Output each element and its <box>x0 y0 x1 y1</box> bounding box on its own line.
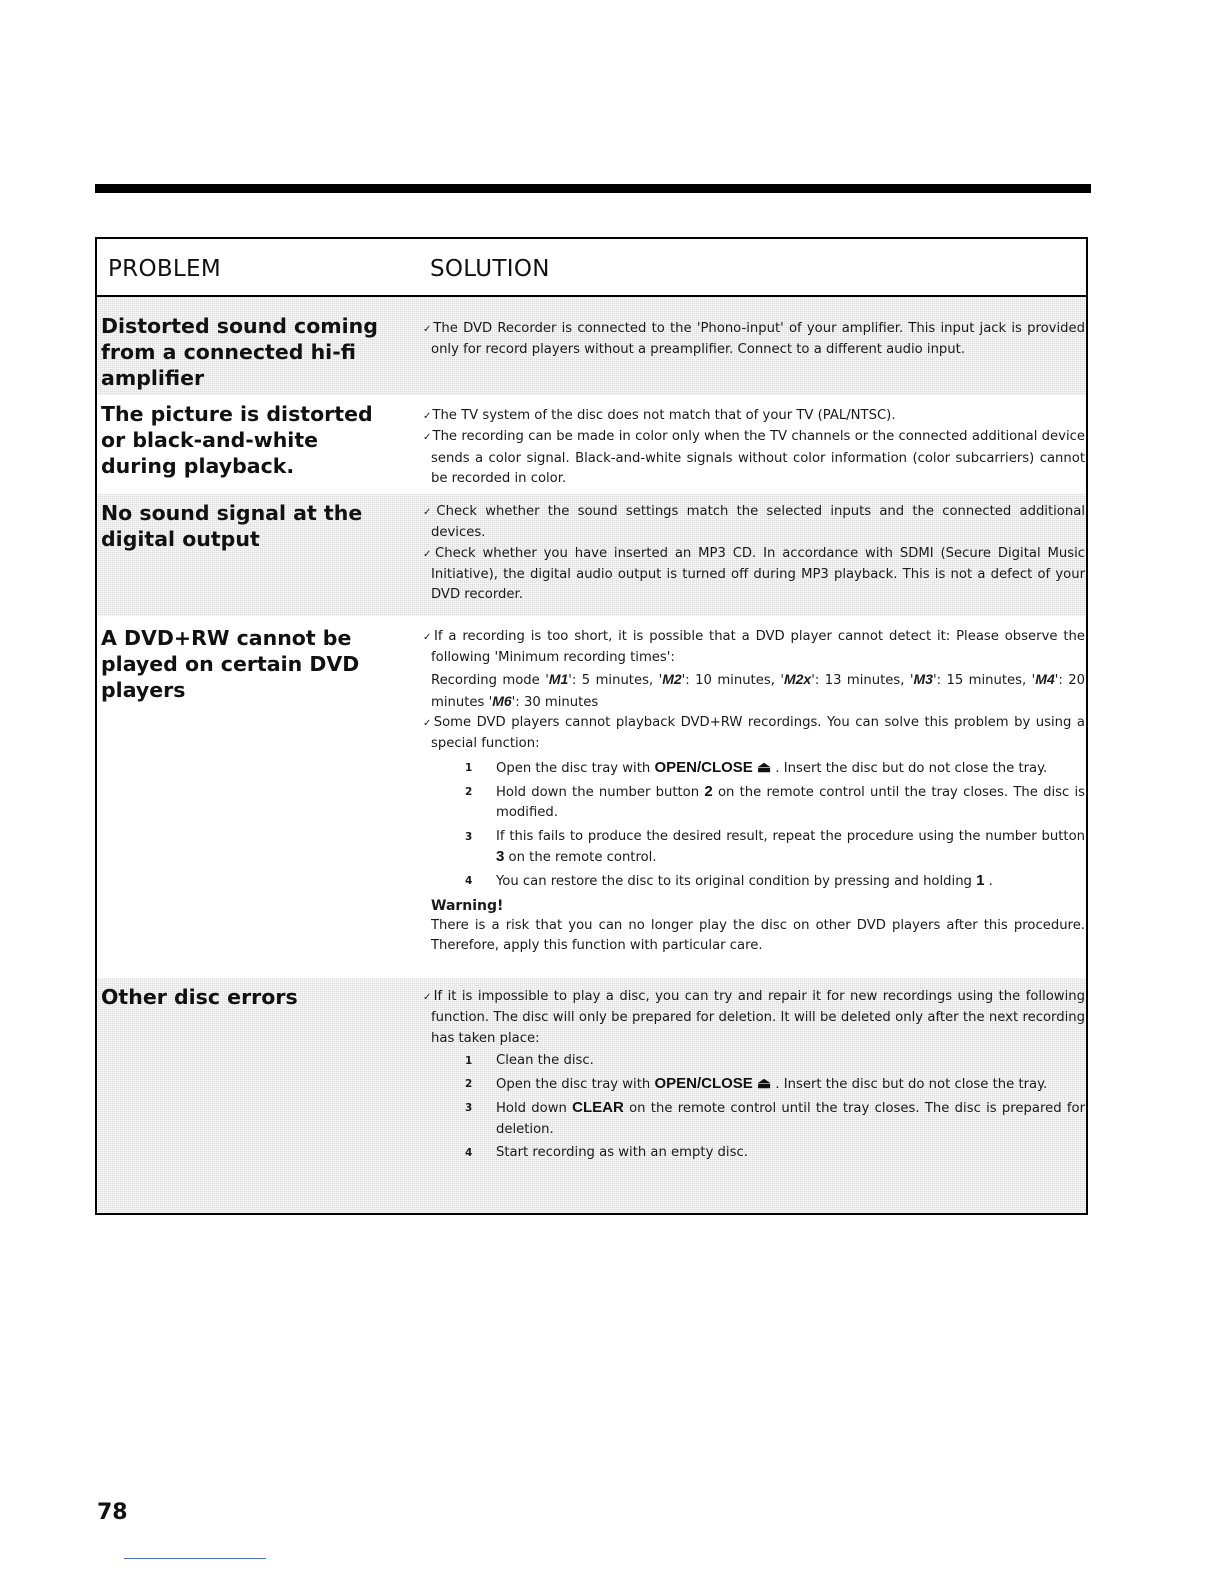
step-list <box>423 1051 1085 1163</box>
problem-column-header: PROBLEM <box>108 256 222 282</box>
key-label: 3 <box>496 847 505 865</box>
solution-text <box>423 406 1085 489</box>
step-text: on the remote control until the tray closes. The disc is modified. <box>496 785 1085 821</box>
step-text: Open the disc tray with <box>496 760 651 776</box>
mode-time: 13 minutes, <box>824 672 905 688</box>
mode-time: 15 minutes, <box>946 672 1027 688</box>
solution-text <box>423 502 1085 605</box>
solution-item: ✓ Check whether you have inserted an MP3 CD. In accordance with SDMI (Secure Digital Music Initiative), the digital audio output is turned off during MP3 playback. This is not a defect of your DVD recorder. <box>423 544 1085 606</box>
table-row <box>97 494 1086 616</box>
step-number: 4 <box>465 1147 473 1160</box>
step-text: on the remote control until the tray closes. The disc is prepared for deletion. <box>496 1101 1085 1137</box>
key-label: 2 <box>704 783 713 801</box>
troubleshooting-table <box>95 237 1088 1215</box>
mode-label: M2 <box>662 670 682 687</box>
key-label: CLEAR <box>572 1099 624 1117</box>
step-number: 2 <box>465 786 473 799</box>
solution-item: ✓ Check whether the sound settings match the selected inputs and the connected additional devices. <box>423 502 1085 544</box>
step-number: 2 <box>465 1078 473 1091</box>
step-item <box>423 871 1085 892</box>
step-text: Hold down the number button <box>496 785 700 801</box>
footer-rule <box>124 1558 266 1559</box>
step-item <box>423 782 1085 824</box>
mode-prefix: Recording mode <box>431 672 540 688</box>
table-header <box>97 239 1086 297</box>
mode-label: M3 <box>913 670 933 687</box>
solution-item: ✓ The recording can be made in color only when the TV channels or the connected additional device sends a color signal. Black-and-white signals without color information (color subcarriers) cannot be recorded in color. <box>423 427 1085 489</box>
step-text: Start recording as with an empty disc. <box>496 1145 748 1161</box>
mode-time: 5 minutes, <box>581 672 654 688</box>
top-rule <box>95 184 1091 193</box>
warning-title: Warning! <box>431 897 504 914</box>
table-row <box>97 395 1086 494</box>
solution-column-header: SOLUTION <box>430 256 550 282</box>
mode-time: 20 minutes <box>431 672 1085 710</box>
step-item <box>423 758 1085 779</box>
key-label: OPEN/CLOSE ⏏ <box>654 1075 772 1093</box>
step-number: 1 <box>465 1054 473 1067</box>
minimum-recording-times: Recording mode 'M1': 5 minutes, 'M2': 10 minutes, 'M2x': 13 minutes, 'M3': 15 minutes, 'M4': 20 minutes 'M6': 30 minutes <box>431 670 1085 710</box>
solution-item: ✓ If it is impossible to play a disc, you can try and repair it for new recordings using the following function. The disc will only be prepared for deletion. It will be deleted only after the next recording has taken place: <box>423 987 1085 1049</box>
step-item <box>423 827 1085 869</box>
step-item <box>423 1074 1085 1095</box>
step-text: . Insert the disc but do not close the tray. <box>775 1077 1048 1093</box>
step-text: Clean the disc. <box>496 1052 594 1068</box>
warning-text: There is a risk that you can no longer play the disc on other DVD players after this procedure. Therefore, apply this function with particular care. <box>431 917 1085 954</box>
solution-text <box>423 319 1085 361</box>
mode-label: M6 <box>492 692 512 709</box>
step-number: 3 <box>465 830 473 843</box>
mode-label: M2x <box>783 670 812 687</box>
table-row <box>97 616 1086 978</box>
step-text: You can restore the disc to its original condition by pressing and holding <box>496 874 972 890</box>
step-list <box>423 758 1085 893</box>
mode-time: 10 minutes, <box>695 672 775 688</box>
step-number: 4 <box>465 875 473 888</box>
step-text: on the remote control. <box>508 849 657 865</box>
problem-text: No sound signal at the digital output <box>101 501 363 551</box>
key-label: OPEN/CLOSE ⏏ <box>654 758 772 776</box>
step-item <box>423 1143 1085 1163</box>
table-row <box>97 297 1086 395</box>
solution-item: ✓ Some DVD players cannot playback DVD+RW recordings. You can solve this problem by using a special function: <box>423 713 1085 755</box>
mode-label: M1 <box>548 670 569 687</box>
solution-text <box>423 627 1085 956</box>
step-text: . Insert the disc but do not close the tray. <box>775 760 1048 776</box>
step-text: If this fails to produce the desired result, repeat the procedure using the number button <box>496 828 1085 844</box>
step-number: 3 <box>465 1102 473 1115</box>
solution-item: ✓ The TV system of the disc does not match that of your TV (PAL/NTSC). <box>423 406 1085 427</box>
step-text: Hold down <box>496 1101 567 1117</box>
solution-text <box>423 987 1085 1166</box>
key-label: 1 <box>976 872 985 890</box>
mode-time: 30 minutes <box>523 694 599 710</box>
mode-label: M4 <box>1035 670 1055 687</box>
table-row <box>97 978 1086 1213</box>
step-item <box>423 1098 1085 1140</box>
problem-text: Other disc errors <box>101 985 298 1009</box>
solution-item: ✓ If a recording is too short, it is possible that a DVD player cannot detect it: Please observe the following 'Minimum recording times': <box>423 627 1085 669</box>
page-number: 78 <box>97 1500 128 1525</box>
step-text: Open the disc tray with <box>496 1077 651 1093</box>
problem-text: Distorted sound coming from a connected hi-fi amplifier <box>101 314 378 390</box>
step-text: . <box>988 874 993 890</box>
solution-item: ✓ The DVD Recorder is connected to the 'Phono-input' of your amplifier. This input jack is provided only for record players without a preamplifier. Connect to a different audio input. <box>423 319 1085 361</box>
problem-text: The picture is distorted or black-and-white during playback. <box>101 402 373 478</box>
problem-text: A DVD+RW cannot be played on certain DVD players <box>101 626 360 702</box>
step-number: 1 <box>465 761 473 774</box>
step-item <box>423 1051 1085 1071</box>
